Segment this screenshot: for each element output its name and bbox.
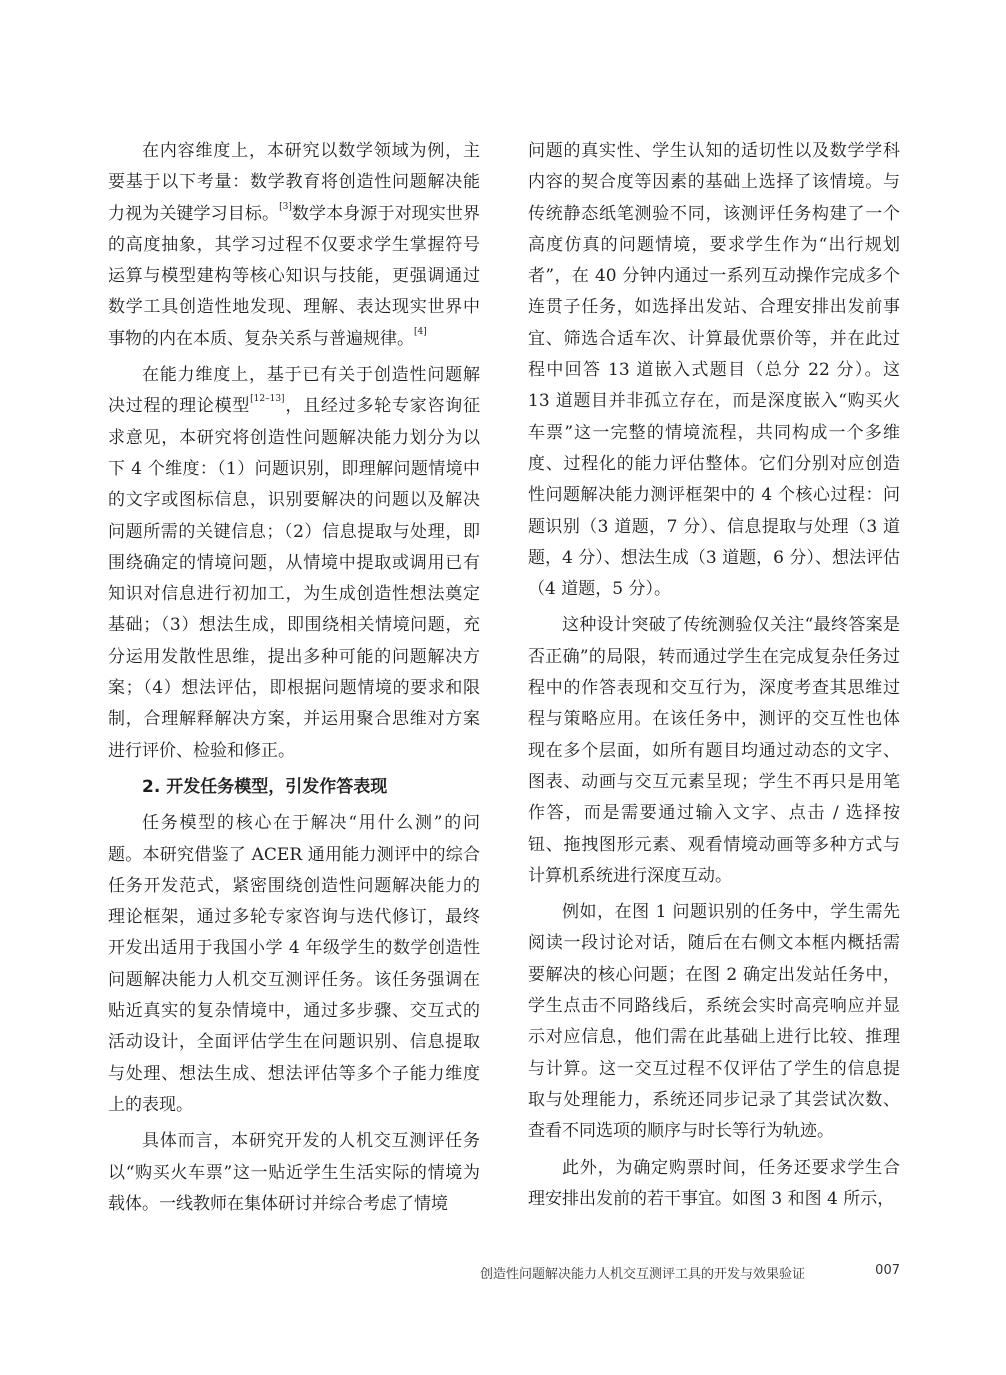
left-column (108, 136, 480, 1225)
paragraph: 这种设计突破了传统测验仅关注“最终答案是否正确”的局限，转而通过学生在完成复杂任务过程中的作答表现和交互行为，深度考查其思维过程与策略应用。在该任务中，测评的交互性也体现在多个层面，如所有题目均通过动态的文字、图表、动画与交互元素呈现；学生不再只是用笔作答，而是需要通过输入文字、点击 / 选择按钮、拖拽图形元素、观看情境动画等多种方式与计算机系统进行深度互动。 (528, 615, 900, 886)
citation: [12–13] (250, 394, 285, 405)
paragraph: 此外，为确定购票时间，任务还要求学生合理安排出发前的若干事宜。如图 3 和图 4 所示， (528, 1157, 900, 1209)
page-footer (480, 1263, 900, 1282)
paragraph (108, 136, 480, 355)
citation: [4] (414, 326, 427, 337)
right-column (528, 136, 900, 1220)
citation: [3] (279, 201, 292, 212)
paragraph-text: ，且经过多轮专家咨询征求意见，本研究将创造性问题解决能力划分为以下 4 个维度：（1）问题识别，即理解问题情境中的文字或图标信息，识别要解决的问题以及解决问题所需的关键信息；（2）信息提取与处理，即围绕确定的情境问题，从情境中提取或调用已有知识对信息进行初加工，为生成创造性想法奠定基础；（3）想法生成，即围绕相关情境问题，充分运用发散性思维，提出多种可能的问题解决方案；（4）想法评估，即根据问题情境的要求和限制，合理解释解决方案，并运用聚合思维对方案进行评价、检验和修正。 (108, 396, 481, 761)
paragraph: 问题的真实性、学生认知的适切性以及数学学科内容的契合度等因素的基础上选择了该情境。与传统静态纸笔测验不同，该测评任务构建了一个高度仿真的问题情境，要求学生作为“出行规划者”，在 40 分钟内通过一系列互动操作完成多个连贯子任务，如选择出发站、合理安排出发前事宜、筛选合适车次、计算最优票价等，并在此过程中回答 13 道嵌入式题目（总分 22 分）。这 13 道题目并非孤立存在，而是深度嵌入“购买火车票”这一完整的情境流程，共同构成一个多维度、过程化的能力评估整体。它们分别对应创造性问题解决能力测评框架中的 4 个核心过程：问题识别（3 道题，7 分）、信息提取与处理（3 道题，4 分）、想法生成（3 道题，6 分）、想法评估（4 道题，5 分）。 (528, 141, 900, 600)
paragraph: 例如，在图 1 问题识别的任务中，学生需先阅读一段讨论对话，随后在右侧文本框内概括需要解决的核心问题；在图 2 确定出发站任务中，学生点击不同路线后，系统会实时高亮响应并显示对应信息，他们需在此基础上进行比较、推理与计算。这一交互过程不仅评估了学生的信息提取与处理能力，系统还同步记录了其尝试次数、查看不同选项的顺序与时长等行为轨迹。 (528, 902, 900, 1142)
paragraph-text: 在内容维度上，本研究以数学领域为例，主要基于以下考量：数学教育将创造性问题解决能力视为关键学习目标。 (108, 141, 480, 224)
section-heading: 2. 开发任务模型，引发作答表现 (142, 776, 388, 797)
paragraph: 任务模型的核心在于解决“用什么测”的问题。本研究借鉴了 ACER 通用能力测评中的综合任务开发范式，紧密围绕创造性问题解决能力的理论框架，通过多轮专家咨询与迭代修订，最终开发出适用于我国小学 4 年级学生的数学创造性问题解决能力人机交互测评任务。该任务强调在贴近真实的复杂情境中，通过多步骤、交互式的活动设计，全面评估学生在问题识别、信息提取与处理、想法生成、想法评估等多个子能力维度上的表现。 (108, 813, 480, 1115)
paragraph-text: 在能力维度上，基于已有关于创造性问题解决过程的理论模型 (108, 365, 480, 417)
running-title: 创造性问题解决能力人机交互测评工具的开发与效果验证 (480, 1267, 806, 1282)
page-number: 007 (875, 1263, 900, 1278)
paragraph (108, 360, 480, 767)
paragraph-text: 数学本身源于对现实世界的高度抽象，其学习过程不仅要求学生掌握符号运算与模型建构等核心知识与技能，更强调通过数学工具创造性地发现、理解、表达现实世界中事物的内在本质、复杂关系与普遍规律。 (108, 203, 481, 349)
paragraph: 具体而言，本研究开发的人机交互测评任务以“购买火车票”这一贴近学生生活实际的情境为载体。一线教师在集体研讨并综合考虑了情境 (108, 1131, 480, 1214)
